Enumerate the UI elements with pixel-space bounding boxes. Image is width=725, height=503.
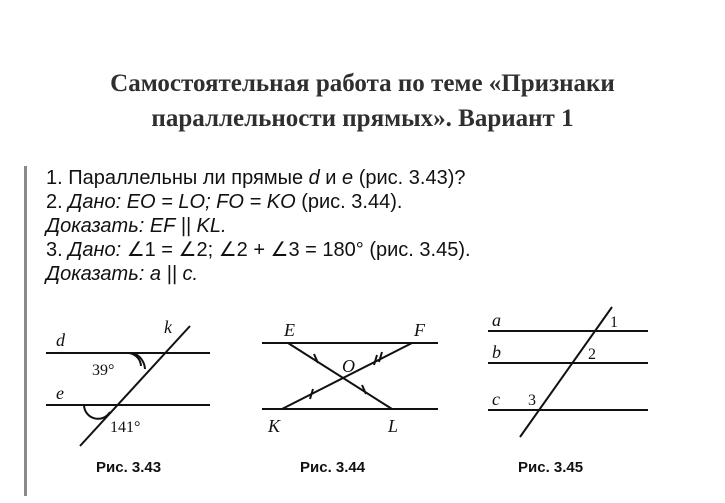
tick-FO-1 bbox=[379, 352, 382, 362]
label-e: e bbox=[56, 383, 64, 403]
angle-1-label: 1 bbox=[610, 314, 618, 331]
task-1-number: 1. bbox=[46, 167, 69, 189]
segment-FK bbox=[282, 343, 412, 409]
label-c: c bbox=[492, 389, 500, 409]
angle-2-label: 2 bbox=[588, 346, 596, 363]
task-1-text: Параллельны ли прямые bbox=[68, 167, 309, 189]
task-2-prove-label: Доказать: bbox=[46, 215, 145, 237]
task-3-ref: (рис. 3.45). bbox=[363, 239, 471, 261]
task-3-prove-label: Доказать: bbox=[46, 263, 145, 285]
task-2-given-text: EO = LO; FO = KO bbox=[121, 191, 296, 213]
label-b: b bbox=[492, 342, 501, 362]
task-3-given-text: ∠1 = ∠2; ∠2 + ∠3 = 180° bbox=[121, 239, 364, 261]
label-K: K bbox=[268, 416, 281, 436]
task-2-ref: (рис. 3.44). bbox=[295, 191, 403, 213]
task-3-number: 3. bbox=[46, 239, 69, 261]
task-3-given-label: Дано: bbox=[68, 239, 122, 261]
angle-141-label: 141° bbox=[110, 419, 141, 436]
caption-fig-3-45: Рис. 3.45 bbox=[518, 459, 584, 476]
title-line-1: Самостоятельная работа по теме «Признаки bbox=[110, 70, 615, 97]
figure-3-44 bbox=[262, 343, 438, 409]
task-2-number: 2. bbox=[46, 191, 69, 213]
caption-fig-3-44: Рис. 3.44 bbox=[300, 459, 366, 476]
label-L: L bbox=[388, 416, 399, 436]
angle-3-label: 3 bbox=[528, 392, 536, 409]
label-O: O bbox=[342, 356, 355, 376]
task-1-ref: (рис. 3.43)? bbox=[353, 167, 466, 189]
angle-arc-141 bbox=[84, 405, 110, 419]
label-a: a bbox=[492, 310, 501, 330]
label-F: F bbox=[414, 320, 425, 340]
label-k: k bbox=[164, 317, 172, 337]
title-line-2: параллельности прямых». Вариант 1 bbox=[151, 105, 574, 132]
caption-fig-3-43: Рис. 3.43 bbox=[96, 459, 162, 476]
task-1-line-e: e bbox=[342, 167, 354, 189]
label-E: E bbox=[284, 320, 295, 340]
task-2-prove-text: EF || KL. bbox=[144, 215, 227, 237]
task-2-given-label: Дано: bbox=[68, 191, 122, 213]
transversal bbox=[520, 307, 612, 437]
figure-3-45 bbox=[488, 307, 648, 437]
task-1-line-d: d bbox=[308, 167, 320, 189]
angle-39-label: 39° bbox=[92, 362, 115, 379]
label-d: d bbox=[56, 330, 65, 350]
task-1-and: и bbox=[319, 167, 343, 189]
task-3-prove-text: a || c. bbox=[144, 263, 199, 285]
